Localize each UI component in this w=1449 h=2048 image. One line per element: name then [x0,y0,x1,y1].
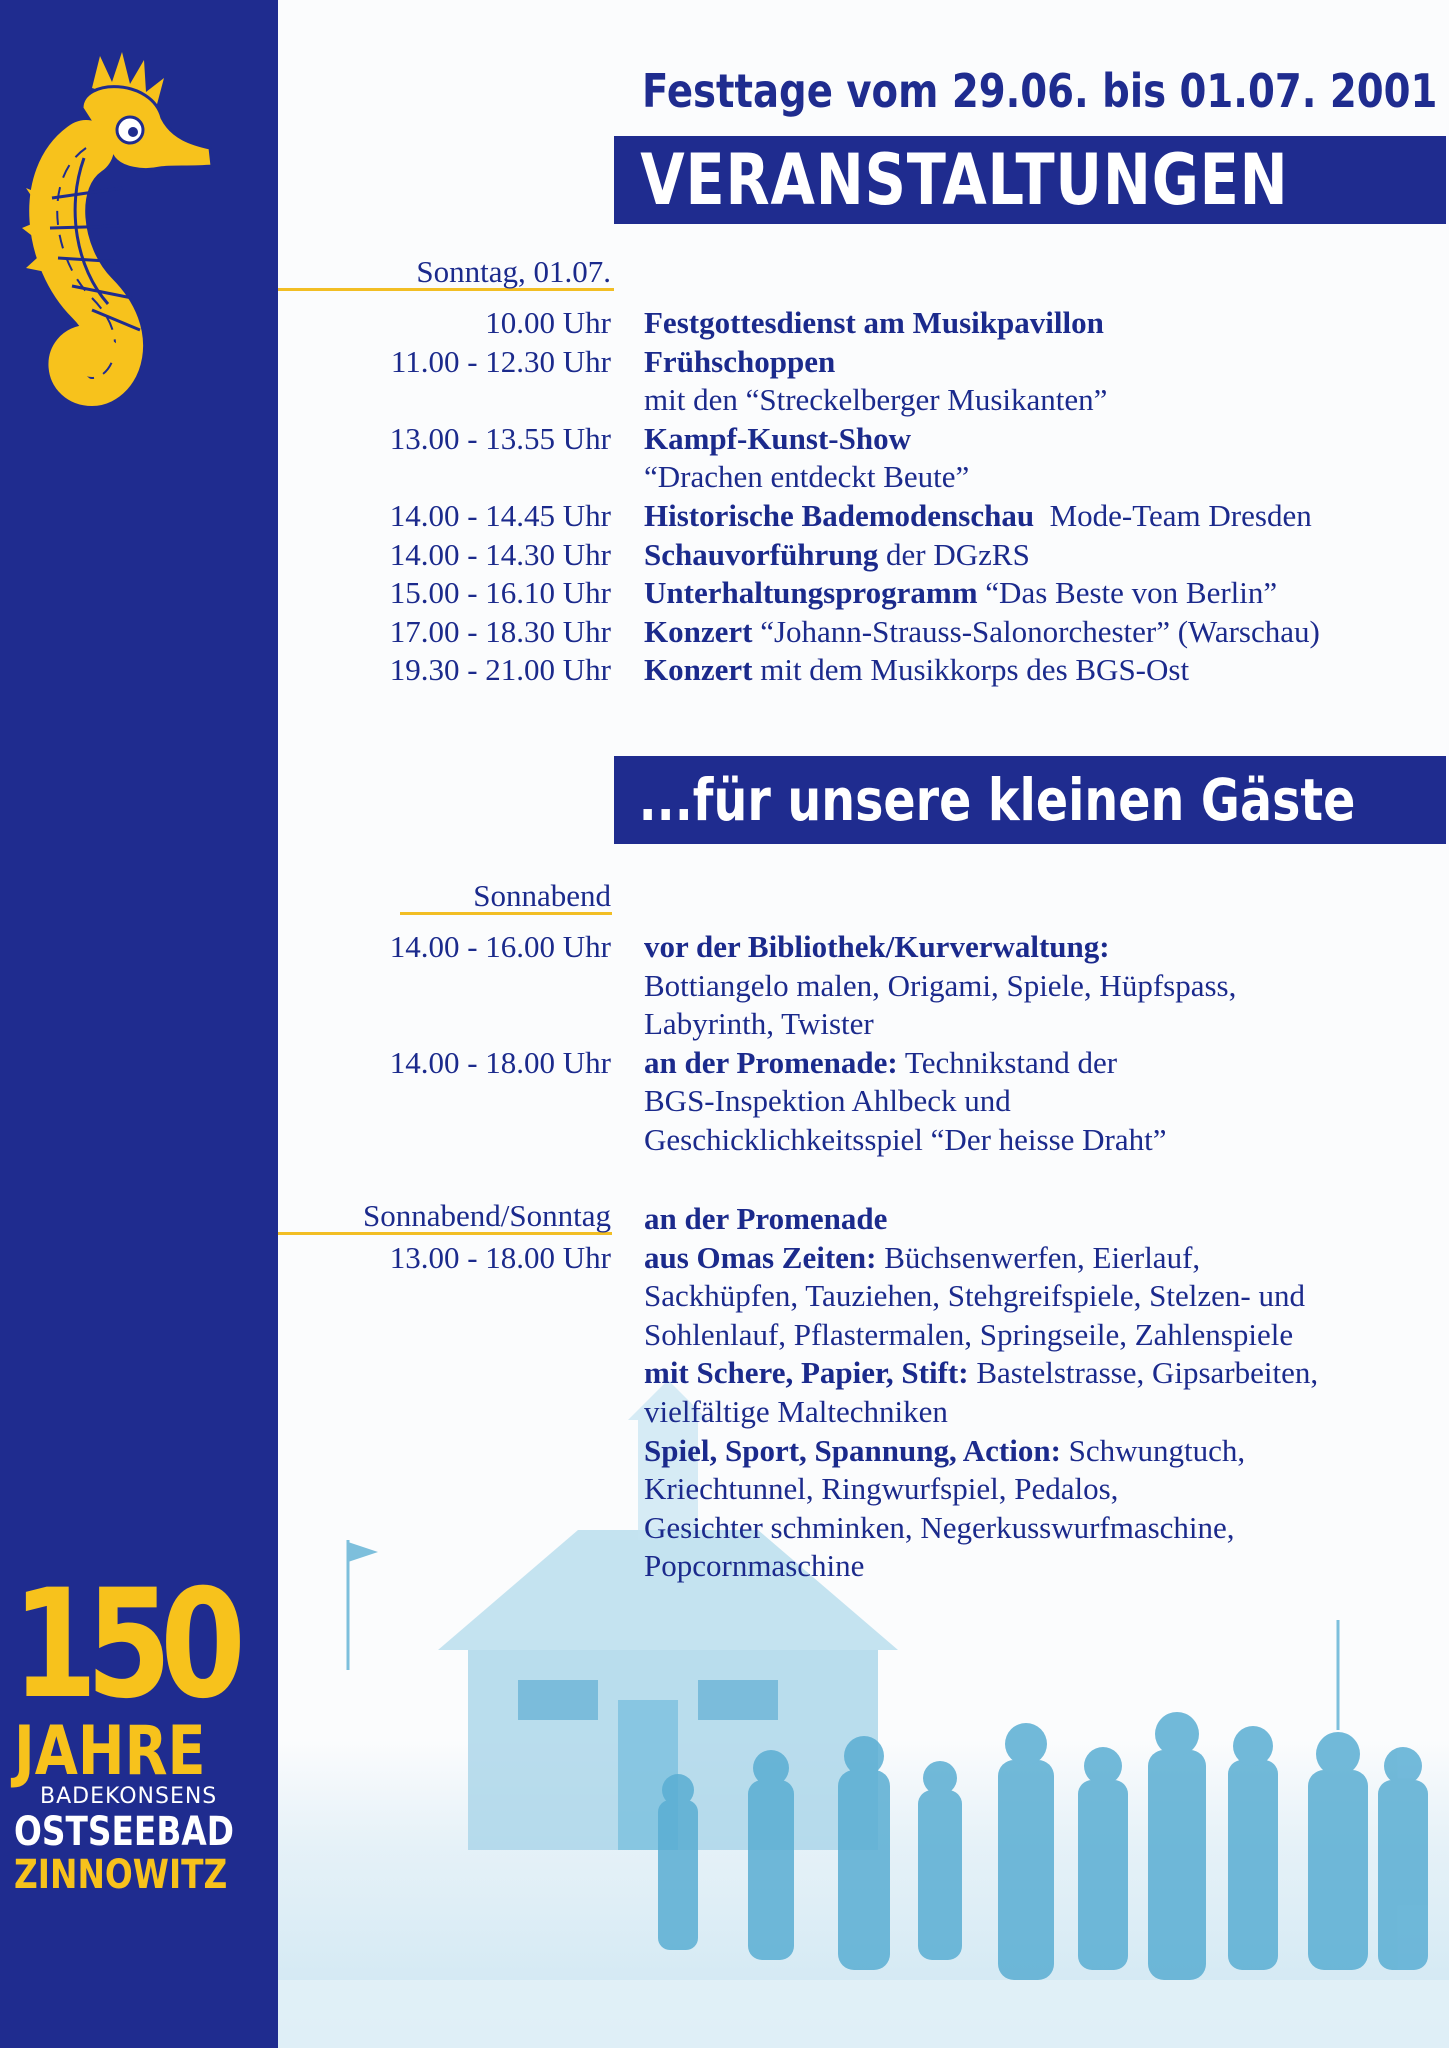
program-text: mit den “Streckelberger Musikanten” [644,382,1108,418]
program-highlight: Schauvorführung [644,536,879,572]
program-text: Technikstand der [897,1044,1118,1080]
program-highlight: Spiel, Sport, Spannung, Action: [644,1432,1061,1468]
program-text: Sohlenlauf, Pflastermalen, Springseile, Zahlenspiele [644,1316,1294,1352]
program-highlight: Unterhaltungsprogramm [644,575,978,611]
program-description [644,420,911,458]
program-highlight: mit Schere, Papier, Stift: [644,1355,969,1391]
program-description [644,1239,1200,1277]
program-text: Mode-Team Dresden [1034,498,1312,533]
program-text: BGS-Inspektion Ahlbeck und [644,1083,1011,1119]
program-description [644,1316,1293,1354]
program-highlight: Konzert [644,613,753,649]
program-highlight: Festgottesdienst am Musikpavillon [644,305,1104,340]
program-time: 19.30 - 21.00 Uhr [389,652,611,688]
program-time: 17.00 - 18.30 Uhr [389,613,611,649]
program-time: 14.00 - 18.00 Uhr [389,1044,611,1080]
program-time: 13.00 - 13.55 Uhr [389,420,611,456]
kids-title: ...für unsere kleinen Gäste [638,766,1356,834]
day-heading-saturday: Sonnabend [473,878,611,913]
program-description [644,967,1236,1005]
program-highlight: aus Omas Zeiten: [644,1239,877,1275]
program-text: der DGzRS [878,536,1030,572]
program-highlight: an der Promenade: [644,1044,898,1080]
page-title: VERANSTALTUNGEN [640,139,1289,221]
program-description [644,1082,1011,1120]
program-description [644,651,1189,689]
program-text: Geschicklichkeitsspiel “Der heisse Draht” [644,1122,1167,1157]
anniversary-badekonsens: BADEKONSENS [40,1784,218,1809]
day-heading-weekend: Sonnabend/Sonntag [363,1198,611,1233]
anniversary-logo [0,1558,278,1898]
program-description [644,497,1312,535]
program-description [644,1005,874,1043]
program-time: 13.00 - 18.00 Uhr [389,1239,611,1275]
program-text: Labyrinth, Twister [644,1006,874,1042]
program-time: 14.00 - 16.00 Uhr [389,929,611,964]
program-text: Sackhüpfen, Tauziehen, Stehgreifspiele, Stelzen- und [644,1278,1305,1314]
festival-dates: Festtage vom 29.06. bis 01.07. 2001 [642,64,1438,118]
program-text: mit dem Musikkorps des BGS-Ost [752,652,1190,688]
program-description [644,1547,864,1585]
program-time: 14.00 - 14.30 Uhr [389,536,611,572]
program-text: Schwungtuch, [1060,1432,1246,1468]
program-time: 14.00 - 14.45 Uhr [389,498,611,533]
program-highlight: an der Promenade [644,1201,888,1236]
day-heading-sunday: Sonntag, 01.07. [416,254,611,289]
program-text: Bastelstrasse, Gipsarbeiten, [968,1355,1319,1391]
program-description [644,536,1030,574]
program-highlight: Kampf-Kunst-Show [644,420,911,456]
program-text: “Das Beste von Berlin” [977,575,1278,611]
program-description [644,1354,1318,1392]
kids-banner [614,756,1446,844]
anniversary-number: 150 [12,1558,235,1732]
program-description [644,381,1107,419]
program-description [644,1470,1118,1508]
program-text: Kriechtunnel, Ringwurfspiel, Pedalos, [644,1471,1119,1507]
program-description [644,1432,1245,1470]
program-text: Popcornmaschine [644,1548,865,1584]
program-description [644,304,1104,342]
program-description [644,1044,1117,1082]
program-text: Büchsenwerfen, Eierlauf, [876,1239,1201,1275]
program-description [644,343,835,381]
program-time: 10.00 Uhr [485,305,611,340]
program-time: 11.00 - 12.30 Uhr [390,343,611,379]
program-description [644,1277,1305,1315]
sidebar-band [0,0,278,2048]
program-time: 15.00 - 16.10 Uhr [389,575,611,611]
program-text: Bottiangelo malen, Origami, Spiele, Hüpfspass, [644,967,1237,1003]
program-text: “Johann-Strauss-Salonorchester” (Warschau) [752,613,1320,649]
program-highlight: Historische Bademodenschau [644,498,1035,533]
program-description [644,1509,1235,1547]
program-description [644,1200,887,1238]
program-highlight: Frühschoppen [644,343,836,379]
anniversary-jahre: JAHRE [14,1712,206,1791]
program-description [644,1121,1167,1159]
program-highlight: Konzert [644,652,753,688]
program-description [644,928,1110,966]
anniversary-zinnowitz: ZINNOWITZ [14,1852,228,1898]
program-text: vielfältige Maltechniken [644,1394,948,1429]
program-description [644,1393,948,1431]
program-text: Gesichter schminken, Negerkusswurfmaschine, [644,1509,1235,1545]
program-description [644,613,1320,651]
program-highlight: vor der Bibliothek/Kurverwaltung: [644,929,1110,964]
seahorse-icon [22,48,222,428]
title-banner [614,136,1446,224]
program-text: “Drachen entdeckt Beute” [644,459,970,495]
program-description [644,458,969,496]
program-description [644,574,1277,612]
anniversary-ostseebad: OSTSEEBAD [14,1809,234,1855]
